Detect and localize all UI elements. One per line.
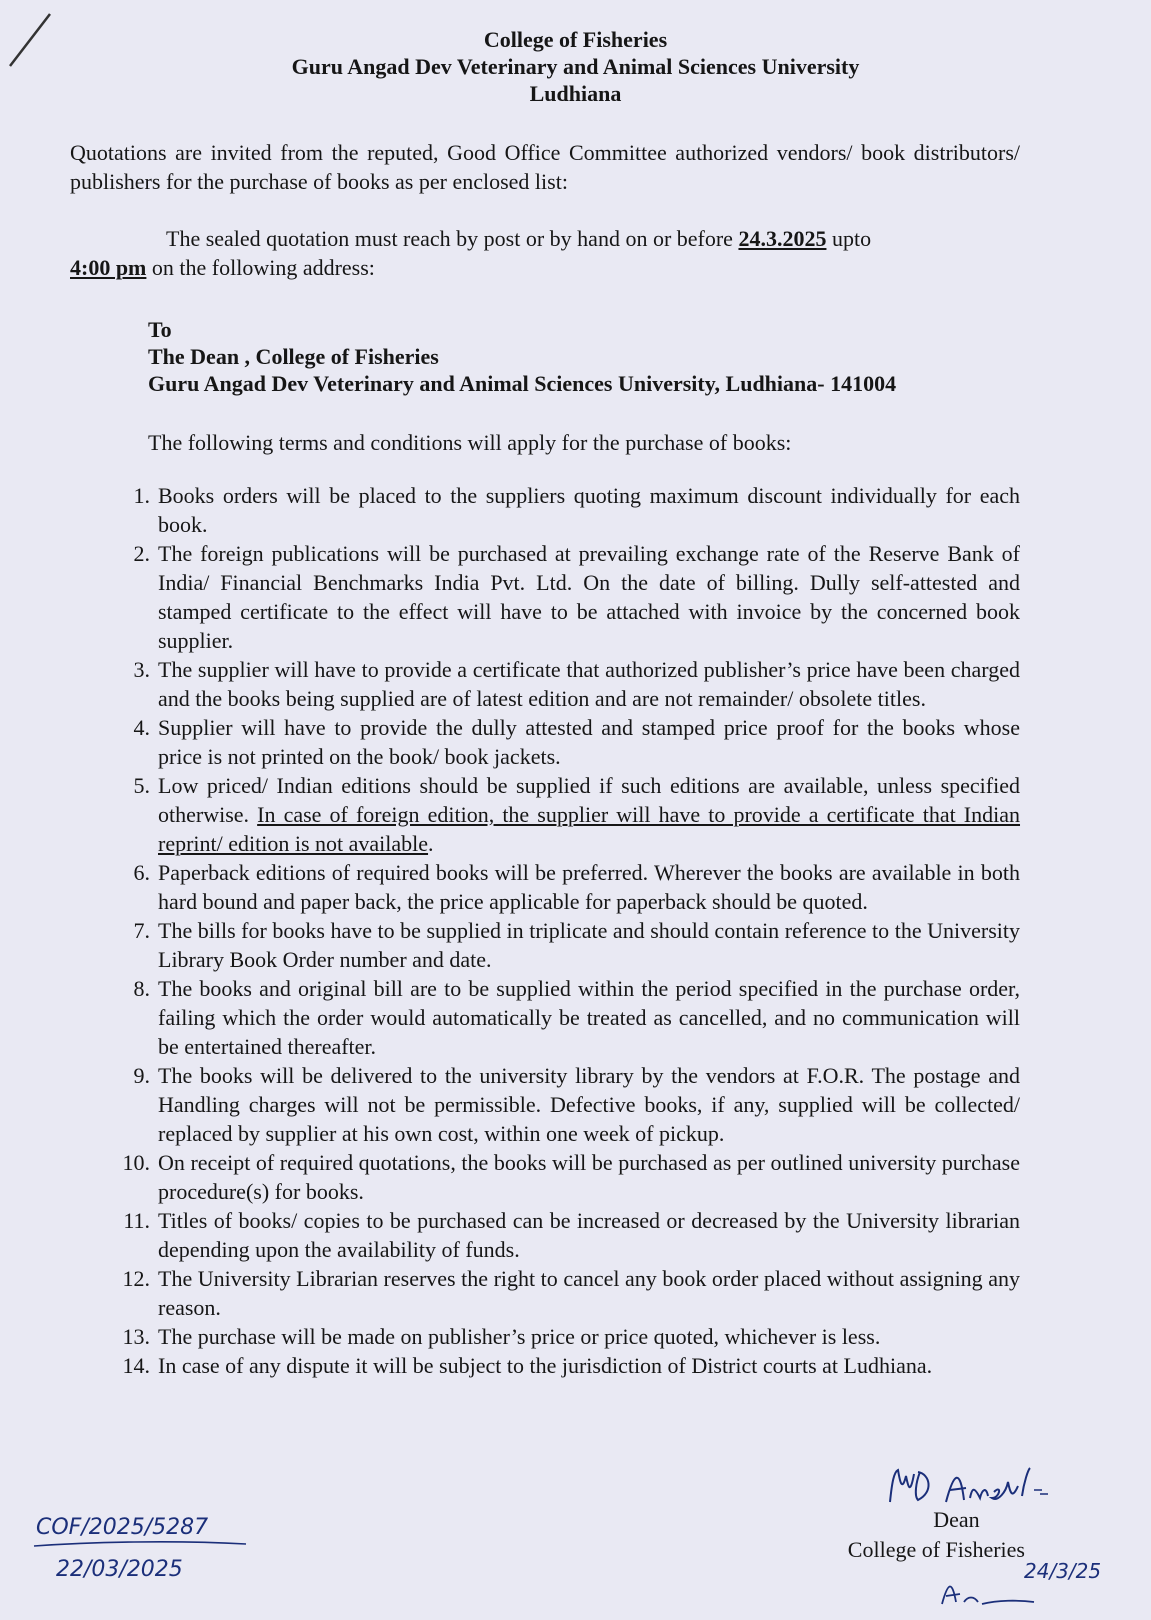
term-text: Supplier will have to provide the dully attested and stamped price proof for the books whose price is not printed on the book/ book jackets. [158,715,1020,769]
term-text: On receipt of required quotations, the books will be purchased as per outlined university purchase procedure(s) for books. [158,1150,1020,1204]
term-number: 8. [133,976,150,1001]
submission-tail: on the following address: [151,255,375,280]
letterhead [0,26,1151,107]
terms-intro: The following terms and conditions will apply for the purchase of books: [148,430,792,455]
handwritten-reference [32,1508,262,1588]
term-number: 4. [133,715,150,740]
deadline-date: 24.3.2025 [738,226,827,251]
list-item [108,974,1020,1061]
term-number: 6. [133,860,150,885]
list-item [108,1148,1020,1206]
list-item [108,1206,1020,1264]
term-number: 7. [133,918,150,943]
term-text [158,771,1020,858]
term-text: Titles of books/ copies to be purchased can be increased or decreased by the University librarian depending upon the availability of funds. [158,1208,1020,1262]
term-text-underlined: In case of foreign edition, the supplier will have to provide a certificate that Indian reprint/ edition is not available [158,802,1021,856]
term-text: Paperback editions of required books will be preferred. Wherever the books are available in both hard bound and paper back, the price applicable for paperback should be quoted. [158,860,1020,914]
list-item [108,1322,1020,1351]
deadline-time: 4:00 pm [70,255,147,280]
term-text: The supplier will have to provide a certificate that authorized publisher’s price have been charged and the books being supplied are of latest edition and are not remainder/ obsolete titles. [158,657,1020,711]
list-item [108,1264,1020,1322]
signatory-title: Dean [933,1507,980,1532]
term-text: The bills for books have to be supplied in triplicate and should contain reference to the University Library Book Order number and date. [158,918,1020,972]
term-number: 3. [133,657,150,682]
term-text: The purchase will be made on publisher’s price or price quoted, whichever is less. [158,1324,881,1349]
submission-text: The sealed quotation must reach by post or by hand on or before [166,226,733,251]
list-item [108,771,1020,858]
submission-upto: upto [831,226,872,251]
list-item [108,916,1020,974]
university-name: Guru Angad Dev Veterinary and Animal Sciences University [291,54,860,79]
address-block [148,316,1048,397]
address-to: To [148,317,172,342]
handwritten-ref-no: COF/2025/5287 [36,1515,209,1540]
handwritten-ref-date: 22/03/2025 [56,1557,183,1582]
signatory-org: College of Fisheries [847,1537,1025,1562]
term-text: Books orders will be placed to the suppliers quoting maximum discount individually for each book. [158,483,1020,537]
intro-paragraph: Quotations are invited from the reputed, Good Office Committee authorized vendors/ book distributors/ publishers for the purchase of books as per enclosed list: [70,140,1020,194]
address-line-2: Guru Angad Dev Veterinary and Animal Sciences University, Ludhiana- 141004 [148,371,897,396]
term-number: 9. [133,1063,150,1088]
term-text: The foreign publications will be purchased at prevailing exchange rate of the Reserve Bank of India/ Financial Benchmarks India Pvt. Ltd. On the date of billing. Dully self-attested and stamped certificate to the effect will have to be attached with invoice by the concerned book supplier. [158,541,1020,653]
term-text: The University Librarian reserves the right to cancel any book order placed without assigning any reason. [158,1266,1020,1320]
term-number: 5. [133,773,150,798]
list-item [108,858,1020,916]
address-line-1: The Dean , College of Fisheries [148,344,439,369]
list-item [108,481,1020,539]
term-number: 14. [122,1353,150,1378]
term-text: The books and original bill are to be supplied within the period specified in the purchase order, failing which the order would automatically be treated as cancelled, and no communication will be entertained thereafter. [158,976,1020,1059]
list-item [108,1351,1020,1380]
term-text-plain: Low priced/ Indian editions should be supplied if such editions are available, unless specified otherwise. [158,773,1020,827]
submission-paragraph [70,224,1020,282]
term-text-tail: . [428,831,434,856]
term-text: The books will be delivered to the university library by the vendors at F.O.R. The postage and Handling charges will not be permissible. Defective books, if any, supplied will be collected/ replaced by supplier at his own cost, within one week of pickup. [158,1063,1020,1146]
term-text: In case of any dispute it will be subject to the jurisdiction of District courts at Ludhiana. [158,1353,933,1378]
list-item [108,713,1020,771]
handwritten-date: 24/3/25 [1024,1559,1102,1583]
handwritten-initials-date [938,1552,1138,1612]
city-name: Ludhiana [529,81,622,106]
term-number: 1. [133,483,150,508]
list-item [108,1061,1020,1148]
list-item [108,655,1020,713]
term-number: 10. [122,1150,150,1175]
college-name: College of Fisheries [483,27,668,52]
terms-list [108,481,1020,1380]
term-number: 2. [133,541,150,566]
list-item [108,539,1020,655]
term-number: 11. [123,1208,150,1233]
term-number: 12. [122,1266,150,1291]
term-number: 13. [122,1324,150,1349]
